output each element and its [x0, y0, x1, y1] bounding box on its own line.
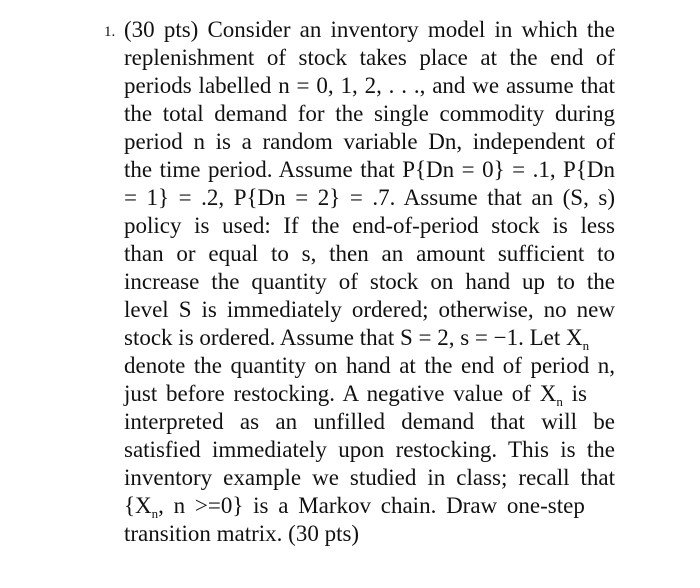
- problem-line: level S is immediately ordered; otherwise, no new: [124, 297, 615, 322]
- problem-line: denote the quantity on hand at the end of period n,: [124, 353, 615, 378]
- problem-line: (30 pts) Consider an inventory model in which the: [124, 17, 615, 42]
- problem-line: [124, 380, 615, 410]
- problem-line-text: just before restocking. A negative value of X: [124, 381, 557, 406]
- problem-line: inventory example we studied in class; recall that: [124, 465, 615, 490]
- problem-line-text: stock is ordered. Assume that S = 2, s = −1. Let X: [124, 325, 583, 350]
- problem-line: than or equal to s, then an amount sufficient to: [124, 241, 615, 266]
- problem-line: = 1} = .2, P{Dn = 2} = .7. Assume that an (S, s): [124, 185, 615, 210]
- problem-line: satisfied immediately upon restocking. This is the: [124, 437, 615, 462]
- problem-line-text: is: [562, 381, 587, 406]
- subscript-n: n: [582, 338, 590, 353]
- problem-number: 1.: [104, 24, 116, 40]
- subscript-n: n: [151, 506, 159, 521]
- problem-line: [124, 324, 615, 354]
- problem-line: periods labelled n = 0, 1, 2, . . ., and we assume that: [124, 73, 615, 98]
- problem-line-text: , n >=0} is a Markov chain. Draw one-step: [158, 493, 585, 518]
- problem-line: [124, 492, 615, 522]
- problem-line: replenishment of stock takes place at the end of: [124, 45, 615, 70]
- problem-line: transition matrix. (30 pts): [124, 521, 360, 546]
- problem-line: policy is used: If the end-of-period stock is less: [124, 213, 615, 238]
- problem-line: period n is a random variable Dn, independent of: [124, 129, 615, 154]
- problem-line: the total demand for the single commodity during: [124, 101, 615, 126]
- problem-line: increase the quantity of stock on hand up to the: [124, 269, 615, 294]
- problem-line: the time period. Assume that P{Dn = 0} = .1, P{Dn: [124, 157, 615, 182]
- problem-line-text: {X: [124, 493, 152, 518]
- problem-line: interpreted as an unfilled demand that will be: [124, 409, 615, 434]
- subscript-n: n: [556, 394, 563, 409]
